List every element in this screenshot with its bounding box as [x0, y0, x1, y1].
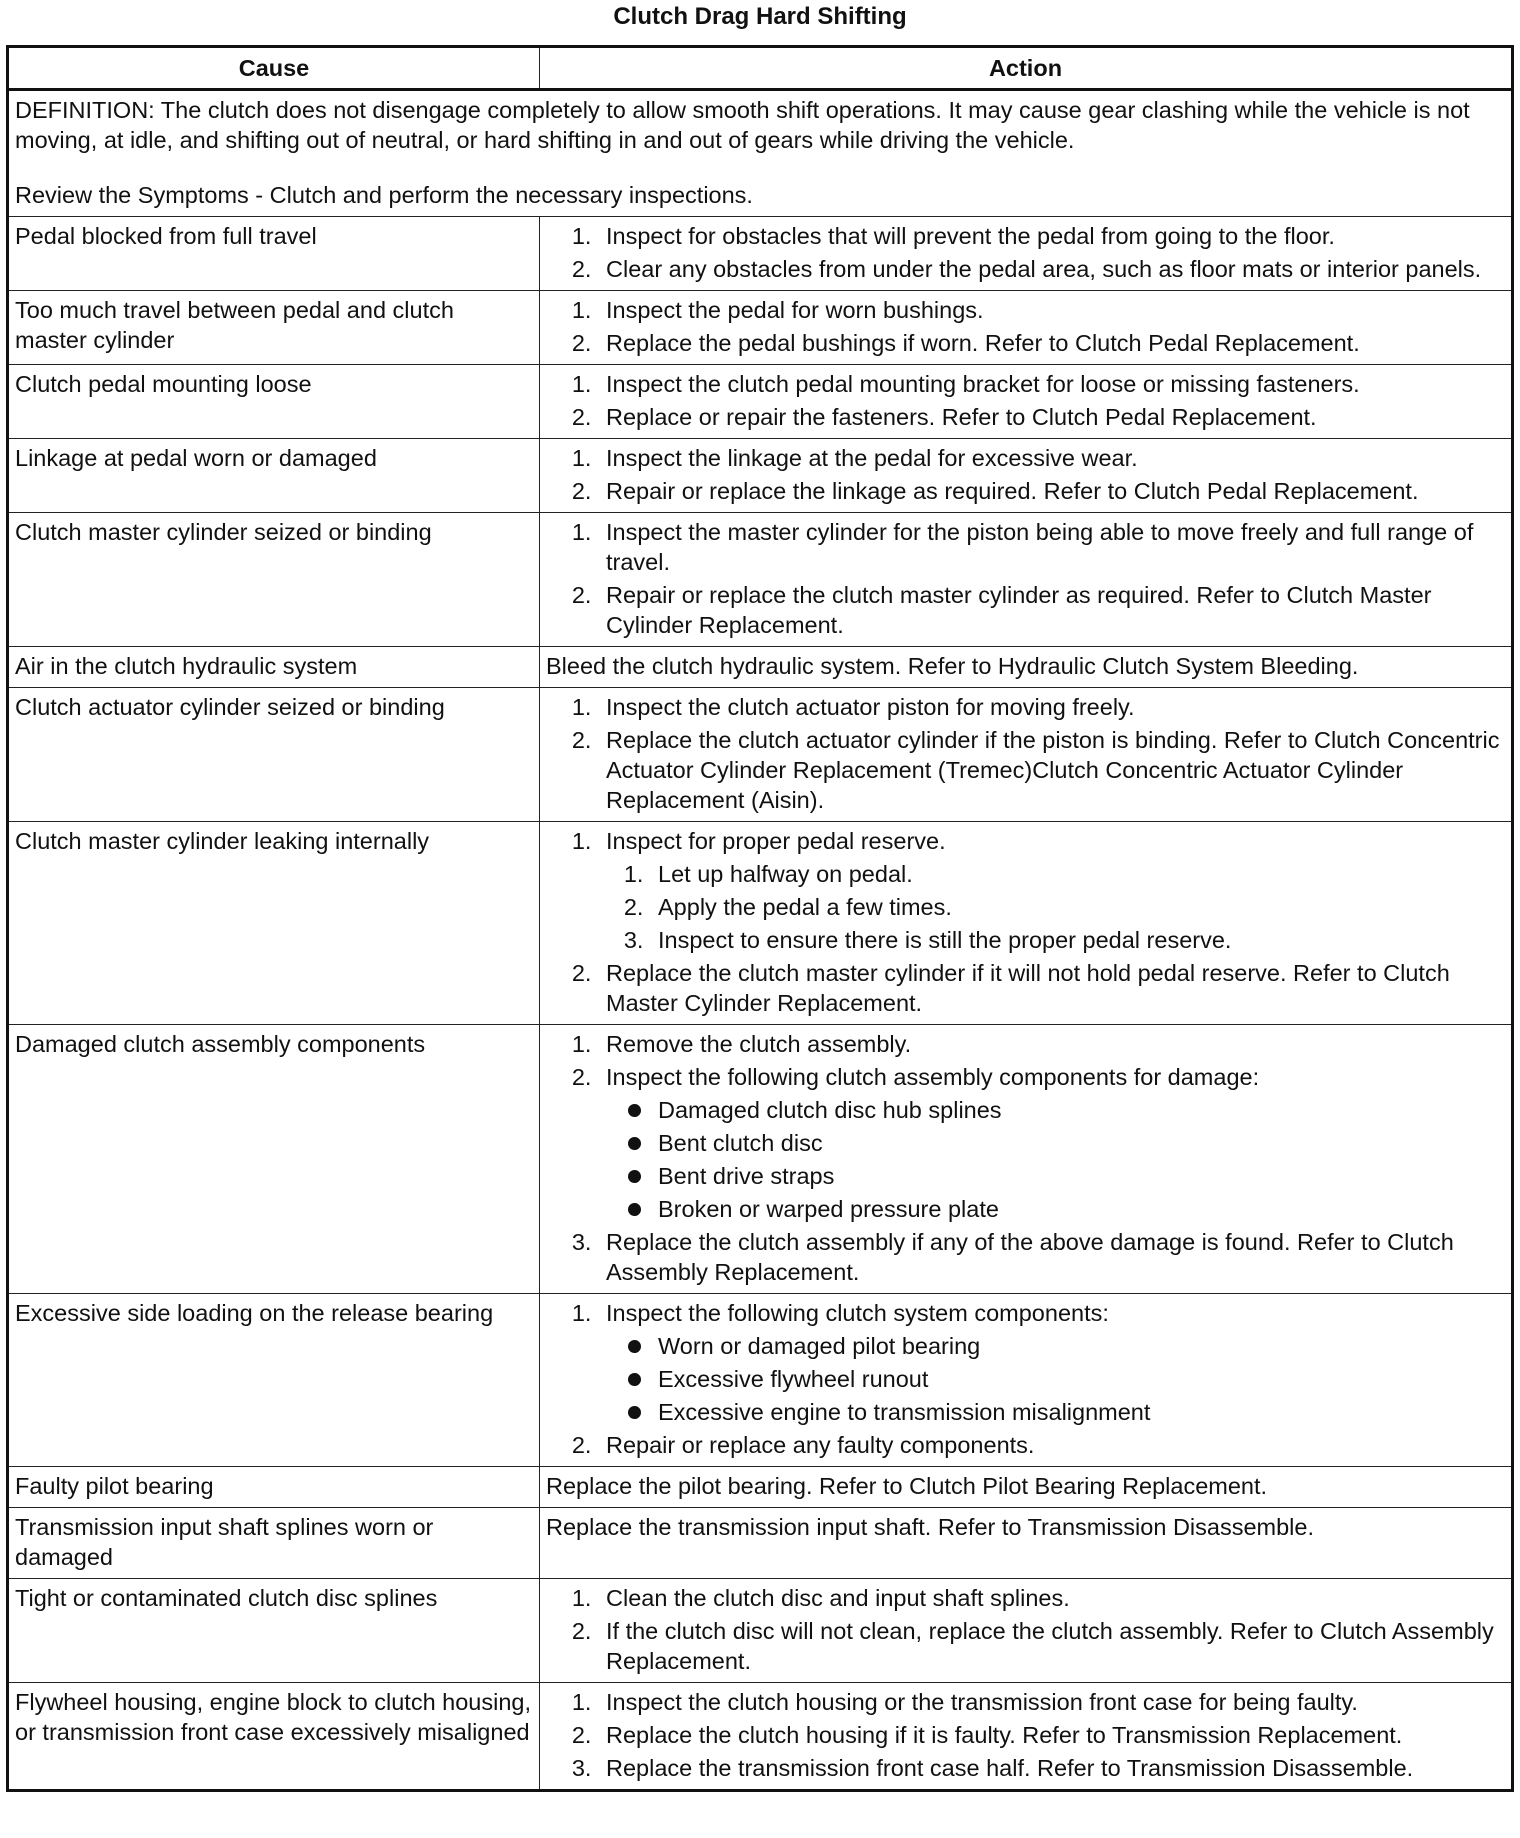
action-bullet: Worn or damaged pilot bearing: [650, 1331, 1503, 1361]
action-bullets: [606, 1331, 1503, 1427]
table-row: [8, 1579, 1513, 1683]
table-row: [8, 1467, 1513, 1508]
action-steps: [546, 826, 1503, 1018]
action-cell: [540, 1025, 1513, 1294]
table-row: [8, 513, 1513, 647]
action-step: [598, 1753, 1503, 1783]
action-steps: [546, 295, 1503, 358]
action-cell: [540, 822, 1513, 1025]
action-step-text: Inspect the clutch housing or the transmission front case for being faulty.: [606, 1689, 1358, 1715]
action-step: [598, 402, 1503, 432]
action-step: [598, 517, 1503, 577]
action-bullet: Damaged clutch disc hub splines: [650, 1095, 1503, 1125]
cause-cell: Clutch actuator cylinder seized or binding: [8, 688, 540, 822]
table-header-row: [8, 47, 1513, 90]
action-step-text: Replace the clutch master cylinder if it will not hold pedal reserve. Refer to Clutch Master Cylinder Replacement.: [606, 960, 1450, 1016]
action-bullet: Bent drive straps: [650, 1161, 1503, 1191]
table-row: [8, 1025, 1513, 1294]
action-bullets: [606, 1095, 1503, 1224]
table-row: [8, 822, 1513, 1025]
definition-row: [8, 90, 1513, 217]
action-step-text: Replace the pedal bushings if worn. Refer to Clutch Pedal Replacement.: [606, 330, 1360, 356]
action-step: [598, 725, 1503, 815]
action-step: [598, 1227, 1503, 1287]
action-step-text: Replace the transmission front case half. Refer to Transmission Disassemble.: [606, 1755, 1414, 1781]
action-steps: [546, 692, 1503, 815]
cause-cell: Clutch master cylinder leaking internally: [8, 822, 540, 1025]
action-step-text: Clear any obstacles from under the pedal area, such as floor mats or interior panels.: [606, 256, 1482, 282]
action-step: [598, 958, 1503, 1018]
action-cell: [540, 1579, 1513, 1683]
action-cell: Replace the transmission input shaft. Refer to Transmission Disassemble.: [540, 1508, 1513, 1579]
table-row: [8, 688, 1513, 822]
action-step: [598, 1029, 1503, 1059]
action-step: [598, 295, 1503, 325]
action-step-text: Inspect the pedal for worn bushings.: [606, 297, 984, 323]
action-step: [598, 443, 1503, 473]
action-step: [598, 580, 1503, 640]
action-cell: [540, 513, 1513, 647]
table-body: [8, 90, 1513, 1791]
table-row: [8, 365, 1513, 439]
action-bullet: Bent clutch disc: [650, 1128, 1503, 1158]
action-cell: [540, 1683, 1513, 1791]
table-row: [8, 1508, 1513, 1579]
action-step-text: Replace the clutch assembly if any of the above damage is found. Refer to Clutch Assembly Replacement.: [606, 1229, 1454, 1285]
action-cell: [540, 688, 1513, 822]
definition-text: DEFINITION: The clutch does not disengage completely to allow smooth shift operations. It may cause gear clashing while the vehicle is not moving, at idle, and shifting out of neutral, or hard shifting in and out of gears while driving the vehicle.: [15, 97, 1470, 153]
action-step-text: Repair or replace the clutch master cylinder as required. Refer to Clutch Master Cylinder Replacement.: [606, 582, 1432, 638]
action-steps: [546, 443, 1503, 506]
table-row: [8, 647, 1513, 688]
action-step-text: Clean the clutch disc and input shaft splines.: [606, 1585, 1070, 1611]
cause-cell: Flywheel housing, engine block to clutch housing, or transmission front case excessively misaligned: [8, 1683, 540, 1791]
action-step-text: Inspect the clutch actuator piston for moving freely.: [606, 694, 1135, 720]
action-cell: [540, 217, 1513, 291]
cause-cell: Too much travel between pedal and clutch master cylinder: [8, 291, 540, 365]
action-step-text: Inspect the master cylinder for the piston being able to move freely and full range of travel.: [606, 519, 1474, 575]
action-steps: [546, 369, 1503, 432]
action-cell: [540, 1294, 1513, 1467]
action-substep: 3. Inspect to ensure there is still the proper pedal reserve.: [650, 925, 1503, 955]
action-step: [598, 1720, 1503, 1750]
action-step: [598, 369, 1503, 399]
action-step-text: Inspect the linkage at the pedal for excessive wear.: [606, 445, 1138, 471]
action-step: [598, 692, 1503, 722]
cause-cell: Excessive side loading on the release bearing: [8, 1294, 540, 1467]
action-steps: [546, 517, 1503, 640]
action-step: [598, 1616, 1503, 1676]
action-step: [598, 826, 1503, 955]
action-bullet: Excessive flywheel runout: [650, 1364, 1503, 1394]
table-row: [8, 217, 1513, 291]
action-cell: [540, 439, 1513, 513]
action-step-text: Repair or replace any faulty components.: [606, 1432, 1035, 1458]
action-step: [598, 328, 1503, 358]
action-step-text: Replace the clutch housing if it is faulty. Refer to Transmission Replacement.: [606, 1722, 1403, 1748]
action-steps: [546, 221, 1503, 284]
action-step: [598, 476, 1503, 506]
action-step: [598, 221, 1503, 251]
action-step-text: Remove the clutch assembly.: [606, 1031, 912, 1057]
action-cell: [540, 365, 1513, 439]
definition-cell: [8, 90, 1513, 217]
action-steps: [546, 1029, 1503, 1287]
action-step: [598, 1687, 1503, 1717]
action-step-text: If the clutch disc will not clean, replace the clutch assembly. Refer to Clutch Assembly Replacement.: [606, 1618, 1494, 1674]
table-row: [8, 291, 1513, 365]
action-substep: 2. Apply the pedal a few times.: [650, 892, 1503, 922]
cause-cell: Clutch master cylinder seized or binding: [8, 513, 540, 647]
table-row: [8, 1683, 1513, 1791]
action-bullet: Excessive engine to transmission misalignment: [650, 1397, 1503, 1427]
cause-cell: Damaged clutch assembly components: [8, 1025, 540, 1294]
table-row: [8, 1294, 1513, 1467]
action-step-text: Inspect the following clutch system components:: [606, 1300, 1109, 1326]
action-step-text: Inspect the following clutch assembly components for damage:: [606, 1064, 1260, 1090]
cause-cell: Pedal blocked from full travel: [8, 217, 540, 291]
action-step-text: Inspect for proper pedal reserve.: [606, 828, 946, 854]
action-step-text: Inspect for obstacles that will prevent the pedal from going to the floor.: [606, 223, 1335, 249]
cause-cell: Tight or contaminated clutch disc splines: [8, 1579, 540, 1683]
action-bullet: Broken or warped pressure plate: [650, 1194, 1503, 1224]
cause-cell: Linkage at pedal worn or damaged: [8, 439, 540, 513]
action-step-text: Repair or replace the linkage as required. Refer to Clutch Pedal Replacement.: [606, 478, 1419, 504]
cause-cell: Clutch pedal mounting loose: [8, 365, 540, 439]
cause-column-header: Cause: [8, 47, 540, 90]
table-row: [8, 439, 1513, 513]
action-step-text: Inspect the clutch pedal mounting bracket for loose or missing fasteners.: [606, 371, 1360, 397]
action-step: [598, 1062, 1503, 1224]
action-steps: [546, 1298, 1503, 1460]
action-step: [598, 254, 1503, 284]
action-step: [598, 1298, 1503, 1427]
action-steps: [546, 1687, 1503, 1783]
action-step: [598, 1430, 1503, 1460]
action-column-header: Action: [540, 47, 1513, 90]
action-cell: [540, 291, 1513, 365]
cause-cell: Faulty pilot bearing: [8, 1467, 540, 1508]
action-step: [598, 1583, 1503, 1613]
action-steps: [546, 1583, 1503, 1676]
definition-instruction: Review the Symptoms - Clutch and perform the necessary inspections.: [15, 182, 753, 208]
action-substeps: [606, 859, 1503, 955]
cause-cell: Transmission input shaft splines worn or damaged: [8, 1508, 540, 1579]
action-cell: Replace the pilot bearing. Refer to Clutch Pilot Bearing Replacement.: [540, 1467, 1513, 1508]
action-cell: Bleed the clutch hydraulic system. Refer to Hydraulic Clutch System Bleeding.: [540, 647, 1513, 688]
page-title: Clutch Drag Hard Shifting: [613, 3, 907, 30]
action-step-text: Replace the clutch actuator cylinder if the piston is binding. Refer to Clutch Concentric Actuator Cylinder Replacement (Tremec)Clutch Concentric Actuator Cylinder Replacement (Aisin).: [606, 727, 1500, 813]
cause-cell: Air in the clutch hydraulic system: [8, 647, 540, 688]
diagnostic-table: [6, 45, 1514, 1792]
action-substep: 1. Let up halfway on pedal.: [650, 859, 1503, 889]
action-step-text: Replace or repair the fasteners. Refer to Clutch Pedal Replacement.: [606, 404, 1317, 430]
